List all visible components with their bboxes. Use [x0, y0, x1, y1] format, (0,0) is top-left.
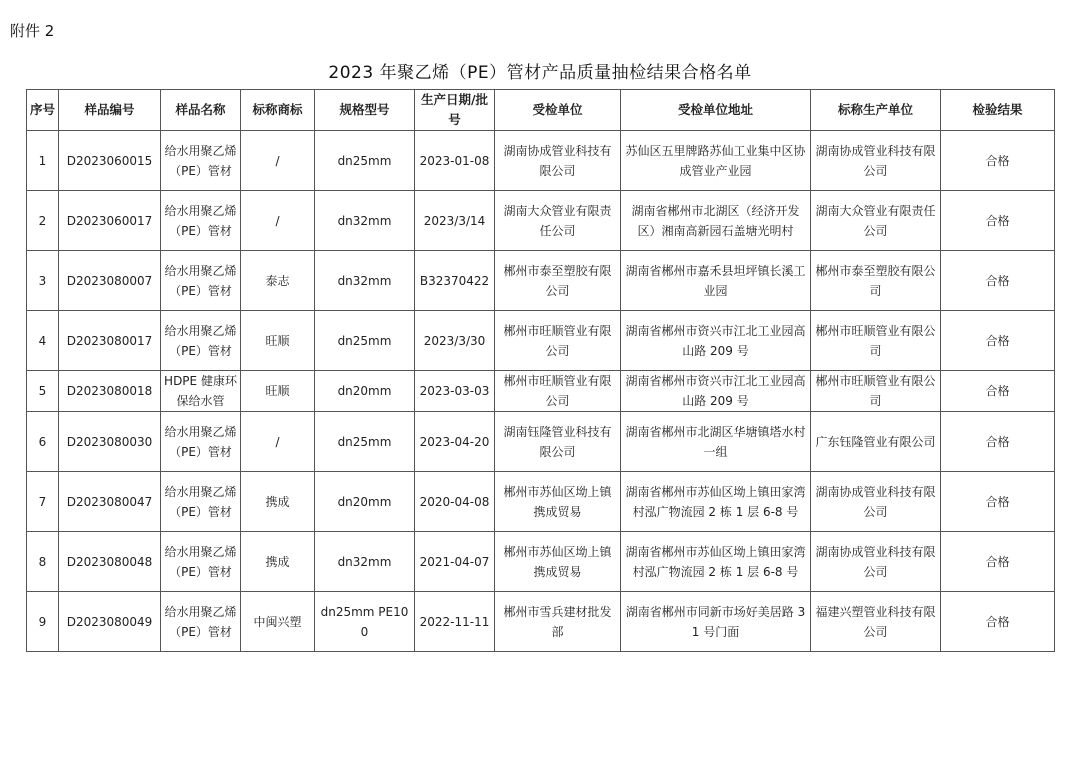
header-result: 检验结果	[941, 90, 1055, 131]
cell-address: 湖南省郴州市嘉禾县坦坪镇长溪工业园	[621, 251, 811, 311]
cell-result: 合格	[941, 131, 1055, 191]
cell-unit: 郴州市泰至塑胶有限公司	[495, 251, 621, 311]
table-row	[27, 131, 1055, 191]
cell-no: 2	[27, 191, 59, 251]
cell-date: 2023/3/14	[415, 191, 495, 251]
cell-result: 合格	[941, 251, 1055, 311]
cell-result: 合格	[941, 592, 1055, 652]
cell-brand: 中闽兴塑	[241, 592, 315, 652]
table-row	[27, 472, 1055, 532]
cell-code: D2023080048	[59, 532, 161, 592]
header-address: 受检单位地址	[621, 90, 811, 131]
cell-address: 湖南省郴州市同新市场好美居路 31 号门面	[621, 592, 811, 652]
cell-result: 合格	[941, 371, 1055, 412]
cell-result: 合格	[941, 191, 1055, 251]
header-name: 样品名称	[161, 90, 241, 131]
cell-spec: dn32mm	[315, 532, 415, 592]
table-row	[27, 412, 1055, 472]
cell-maker: 湖南协成管业科技有限公司	[811, 472, 941, 532]
cell-date: B32370422	[415, 251, 495, 311]
cell-no: 6	[27, 412, 59, 472]
cell-no: 9	[27, 592, 59, 652]
cell-address: 湖南省郴州市资兴市江北工业园高山路 209 号	[621, 311, 811, 371]
cell-result: 合格	[941, 412, 1055, 472]
cell-spec: dn25mm	[315, 311, 415, 371]
cell-address: 湖南省郴州市资兴市江北工业园高山路 209 号	[621, 371, 811, 412]
header-no: 序号	[27, 90, 59, 131]
table-row	[27, 371, 1055, 412]
header-date: 生产日期/批号	[415, 90, 495, 131]
header-brand: 标称商标	[241, 90, 315, 131]
cell-code: D2023080017	[59, 311, 161, 371]
cell-address: 苏仙区五里牌路苏仙工业集中区协成管业产业园	[621, 131, 811, 191]
cell-date: 2023-03-03	[415, 371, 495, 412]
cell-name: 给水用聚乙烯（PE）管材	[161, 412, 241, 472]
cell-maker: 郴州市泰至塑胶有限公司	[811, 251, 941, 311]
cell-unit: 湖南钰隆管业科技有限公司	[495, 412, 621, 472]
cell-code: D2023080018	[59, 371, 161, 412]
cell-unit: 郴州市苏仙区坳上镇携成贸易	[495, 532, 621, 592]
cell-address: 湖南省郴州市苏仙区坳上镇田家湾村泓广物流园 2 栋 1 层 6-8 号	[621, 532, 811, 592]
table-row	[27, 532, 1055, 592]
table-row	[27, 191, 1055, 251]
cell-unit: 郴州市旺顺管业有限公司	[495, 371, 621, 412]
cell-brand: 泰志	[241, 251, 315, 311]
cell-unit: 郴州市雪兵建材批发部	[495, 592, 621, 652]
header-spec: 规格型号	[315, 90, 415, 131]
cell-maker: 湖南协成管业科技有限公司	[811, 131, 941, 191]
cell-maker: 湖南协成管业科技有限公司	[811, 532, 941, 592]
cell-brand: /	[241, 191, 315, 251]
cell-unit: 郴州市旺顺管业有限公司	[495, 311, 621, 371]
table-row	[27, 251, 1055, 311]
cell-result: 合格	[941, 311, 1055, 371]
document-title: 2023 年聚乙烯（PE）管材产品质量抽检结果合格名单	[328, 63, 752, 83]
cell-date: 2021-04-07	[415, 532, 495, 592]
cell-no: 4	[27, 311, 59, 371]
cell-maker: 湖南大众管业有限责任公司	[811, 191, 941, 251]
cell-address: 湖南省郴州市北湖区华塘镇塔水村一组	[621, 412, 811, 472]
attachment-label: 附件 2	[10, 22, 55, 40]
cell-address: 湖南省郴州市北湖区（经济开发区）湘南高新园石盖塘光明村	[621, 191, 811, 251]
cell-spec: dn32mm	[315, 191, 415, 251]
results-table	[26, 89, 1055, 652]
cell-code: D2023080007	[59, 251, 161, 311]
cell-name: 给水用聚乙烯（PE）管材	[161, 251, 241, 311]
cell-code: D2023080030	[59, 412, 161, 472]
cell-brand: 旺顺	[241, 311, 315, 371]
cell-code: D2023080047	[59, 472, 161, 532]
cell-code: D2023060015	[59, 131, 161, 191]
cell-unit: 湖南协成管业科技有限公司	[495, 131, 621, 191]
cell-no: 8	[27, 532, 59, 592]
cell-result: 合格	[941, 532, 1055, 592]
header-unit: 受检单位	[495, 90, 621, 131]
cell-date: 2023/3/30	[415, 311, 495, 371]
cell-unit: 郴州市苏仙区坳上镇携成贸易	[495, 472, 621, 532]
cell-spec: dn25mm	[315, 131, 415, 191]
cell-brand: 旺顺	[241, 371, 315, 412]
header-maker: 标称生产单位	[811, 90, 941, 131]
cell-no: 3	[27, 251, 59, 311]
cell-brand: /	[241, 412, 315, 472]
cell-name: 给水用聚乙烯（PE）管材	[161, 311, 241, 371]
cell-brand: 携成	[241, 532, 315, 592]
cell-maker: 福建兴塑管业科技有限公司	[811, 592, 941, 652]
cell-spec: dn25mm	[315, 412, 415, 472]
cell-spec: dn32mm	[315, 251, 415, 311]
cell-name: 给水用聚乙烯（PE）管材	[161, 131, 241, 191]
cell-name: 给水用聚乙烯（PE）管材	[161, 191, 241, 251]
cell-no: 1	[27, 131, 59, 191]
cell-result: 合格	[941, 472, 1055, 532]
cell-date: 2020-04-08	[415, 472, 495, 532]
cell-unit: 湖南大众管业有限责任公司	[495, 191, 621, 251]
cell-date: 2022-11-11	[415, 592, 495, 652]
cell-name: HDPE 健康环保给水管	[161, 371, 241, 412]
cell-name: 给水用聚乙烯（PE）管材	[161, 472, 241, 532]
cell-spec: dn20mm	[315, 371, 415, 412]
cell-name: 给水用聚乙烯（PE）管材	[161, 592, 241, 652]
table-header-row	[27, 90, 1055, 131]
cell-no: 7	[27, 472, 59, 532]
cell-code: D2023080049	[59, 592, 161, 652]
cell-brand: 携成	[241, 472, 315, 532]
cell-address: 湖南省郴州市苏仙区坳上镇田家湾村泓广物流园 2 栋 1 层 6-8 号	[621, 472, 811, 532]
cell-maker: 郴州市旺顺管业有限公司	[811, 371, 941, 412]
cell-no: 5	[27, 371, 59, 412]
cell-code: D2023060017	[59, 191, 161, 251]
cell-brand: /	[241, 131, 315, 191]
table-row	[27, 592, 1055, 652]
cell-maker: 广东钰隆管业有限公司	[811, 412, 941, 472]
header-code: 样品编号	[59, 90, 161, 131]
cell-maker: 郴州市旺顺管业有限公司	[811, 311, 941, 371]
table-row	[27, 311, 1055, 371]
cell-date: 2023-04-20	[415, 412, 495, 472]
cell-spec: dn20mm	[315, 472, 415, 532]
cell-spec: dn25mm PE100	[315, 592, 415, 652]
cell-name: 给水用聚乙烯（PE）管材	[161, 532, 241, 592]
cell-date: 2023-01-08	[415, 131, 495, 191]
